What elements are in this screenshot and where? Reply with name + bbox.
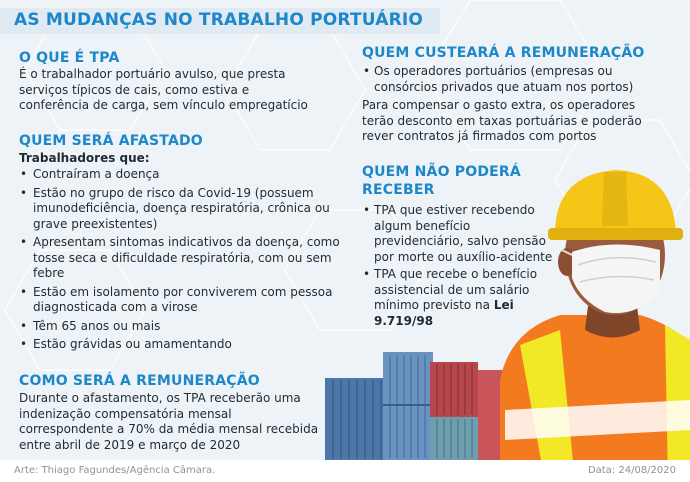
afastado-list [19, 167, 349, 356]
list-item: • TPA que estiver recebendo algum benefício previdenciário, salvo pensão por morte ou auxílio-acidente [363, 203, 553, 264]
footer-date: Data: 24/08/2020 [587, 465, 676, 476]
bullet: • [20, 284, 28, 299]
list-item: • TPA que recebe o benefício assistencial de um salário mínimo previsto na Lei 9.719/98 [363, 267, 538, 328]
list-item: • Estão em isolamento por conviverem com pessoa diagnosticada com a virose [20, 284, 333, 314]
nao-recebera-list [362, 203, 562, 332]
bullet: • [363, 64, 371, 78]
afastado-subheading: Trabalhadores que: [19, 151, 150, 165]
bullet: • [20, 185, 28, 200]
list-item: • Contraíram a doença [20, 167, 160, 181]
custeara-text: Para compensar o gasto extra, os operadores terão desconto em taxas portuárias e poderão rever contratos já firmados com portos [362, 98, 642, 143]
list-item: • Estão no grupo de risco da Covid-19 (possuem imunodeficiência, doença respiratória, crônica ou grave preexistentes) [20, 185, 330, 231]
bullet: • [20, 318, 28, 333]
bullet: • [363, 267, 371, 281]
remuneracao-text: Durante o afastamento, os TPA receberão uma indenização compensatória mensal correspondente a 70% da média mensal recebida entre abril de 2019 e março de 2020 [19, 391, 319, 452]
remuneracao-heading: COMO SERÁ A REMUNERAÇÃO [19, 373, 260, 389]
list-item: • Os operadores portuários (empresas ou consórcios privados que atuam nos portos) [363, 64, 634, 94]
custeara-list [362, 64, 662, 98]
footer-credit: Arte: Thiago Fagundes/Agência Câmara. [14, 465, 216, 476]
list-item: • Estão grávidas ou amamentando [20, 337, 232, 351]
o-que-e-heading: O QUE É TPA [19, 50, 120, 66]
list-item: • Têm 65 anos ou mais [20, 318, 161, 333]
o-que-e-text: É o trabalhador portuário avulso, que presta serviços típicos de cais, como estiva e conferência de carga, sem vínculo empregatício [19, 67, 308, 112]
nao-recebera-heading-line1: QUEM NÃO PODERÁ [362, 164, 521, 180]
list-item: • Apresentam sintomas indicativos da doença, como tosse seca e dificuldade respiratória, com ou sem febre [20, 235, 340, 280]
custeara-heading: QUEM CUSTEARÁ A REMUNERAÇÃO [362, 45, 645, 61]
nao-recebera-heading-line2: RECEBER [362, 182, 435, 198]
containers-illustration [325, 352, 510, 460]
bullet: • [20, 235, 28, 249]
page-title: AS MUDANÇAS NO TRABALHO PORTUÁRIO [14, 10, 424, 30]
bullet: • [20, 167, 28, 181]
bullet: • [20, 337, 28, 351]
bullet: • [363, 203, 371, 217]
afastado-heading: QUEM SERÁ AFASTADO [19, 133, 203, 149]
